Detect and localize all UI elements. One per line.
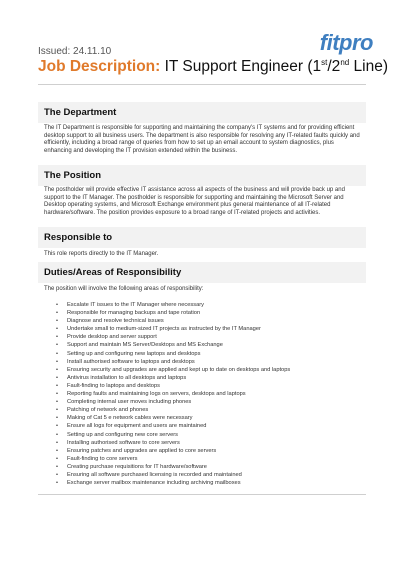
position-text: The postholder will provide effective IT assistance across all aspects of the business and will provide back up and support to the IT Manager. The postholder is responsible for supporting and maintaining the Microsoft Server and Desktop operating systems, and Microsoft Exchange environment plus general maintenance of all IT-related hardware/software. The position provides exposure to a broad range of IT-related projects and activities. bbox=[44, 187, 345, 216]
duty-item: • Exchange server mailbox maintenance including archiving mailboxes bbox=[67, 479, 357, 487]
duty-item: • Making of Cat 5 e network cables were necessary bbox=[67, 414, 357, 422]
responsible-text: This role reports directly to the IT Manager. bbox=[44, 251, 159, 257]
duty-item: • Creating purchase requisitions for IT hardware/software bbox=[67, 463, 357, 471]
title-divider bbox=[38, 84, 366, 85]
duty-item: • Antivirus installation to all desktops and laptops bbox=[67, 374, 357, 382]
duty-item: • Completing internal user moves including phones bbox=[67, 398, 357, 406]
page-title bbox=[38, 58, 388, 76]
issued-date: Issued: 24.11.10 bbox=[38, 46, 112, 57]
duty-item: • Reporting faults and maintaining logs on servers, desktops and laptops bbox=[67, 390, 357, 398]
section-heading-duties: Duties/Areas of Responsibility bbox=[38, 262, 366, 283]
duty-item: • Installing authorised software to core servers bbox=[67, 439, 357, 447]
duty-item: • Ensuring security and upgrades are applied and kept up to date on desktops and laptops bbox=[67, 366, 357, 374]
duty-item: • Patching of network and phones bbox=[67, 406, 357, 414]
section-heading-department: The Department bbox=[38, 102, 366, 123]
duty-item: • Diagnose and resolve technical issues bbox=[67, 317, 357, 325]
title-main: IT Support Engineer (1 bbox=[164, 58, 322, 75]
section-heading-responsible: Responsible to bbox=[38, 227, 366, 248]
duties-list bbox=[67, 301, 357, 487]
title-end: Line) bbox=[349, 58, 388, 75]
title-sup-first: st bbox=[321, 58, 328, 67]
duties-intro: The position will involve the following areas of responsibility: bbox=[44, 286, 204, 292]
fitpro-logo: fitpro bbox=[319, 30, 373, 55]
duty-item: • Ensuring all software purchased licensing is recorded and maintained bbox=[67, 471, 357, 479]
duty-item: • Setting up and configuring new core servers bbox=[67, 431, 357, 439]
duty-item: • Setting up and configuring new laptops and desktops bbox=[67, 350, 357, 358]
duty-item: • Ensure all logs for equipment and users are maintained bbox=[67, 422, 357, 430]
title-mid: /2 bbox=[327, 58, 341, 75]
duty-item: • Undertake small to medium-sized IT projects as instructed by the IT Manager bbox=[67, 325, 357, 333]
duty-item: • Escalate IT issues to the IT Manager where necessary bbox=[67, 301, 357, 309]
duty-item: • Fault-finding to laptops and desktops bbox=[67, 382, 357, 390]
footer-divider bbox=[38, 494, 366, 495]
title-lead: Job Description: bbox=[38, 58, 161, 75]
duty-item: • Fault-finding to core servers bbox=[67, 455, 357, 463]
duty-item: • Ensuring patches and upgrades are applied to core servers bbox=[67, 447, 357, 455]
title-sup-second: nd bbox=[340, 58, 350, 67]
section-heading-position: The Position bbox=[38, 165, 366, 186]
department-text: The IT Department is responsible for supporting and maintaining the company's IT systems and for providing efficient desktop support to all business users. The department is also responsible for resolving any IT-related faults quickly and efficiently, including a broad range of queries from how to set up an email account to system diagnostics, plus enhancing and developing the IT provision extended within the business. bbox=[44, 125, 360, 154]
duty-item: • Support and maintain MS Server/Desktops and MS Exchange bbox=[67, 341, 357, 349]
duty-item: • Responsible for managing backups and tape rotation bbox=[67, 309, 357, 317]
duty-item: • Provide desktop and server support bbox=[67, 333, 357, 341]
duty-item: • Install authorised software to laptops and desktops bbox=[67, 358, 357, 366]
